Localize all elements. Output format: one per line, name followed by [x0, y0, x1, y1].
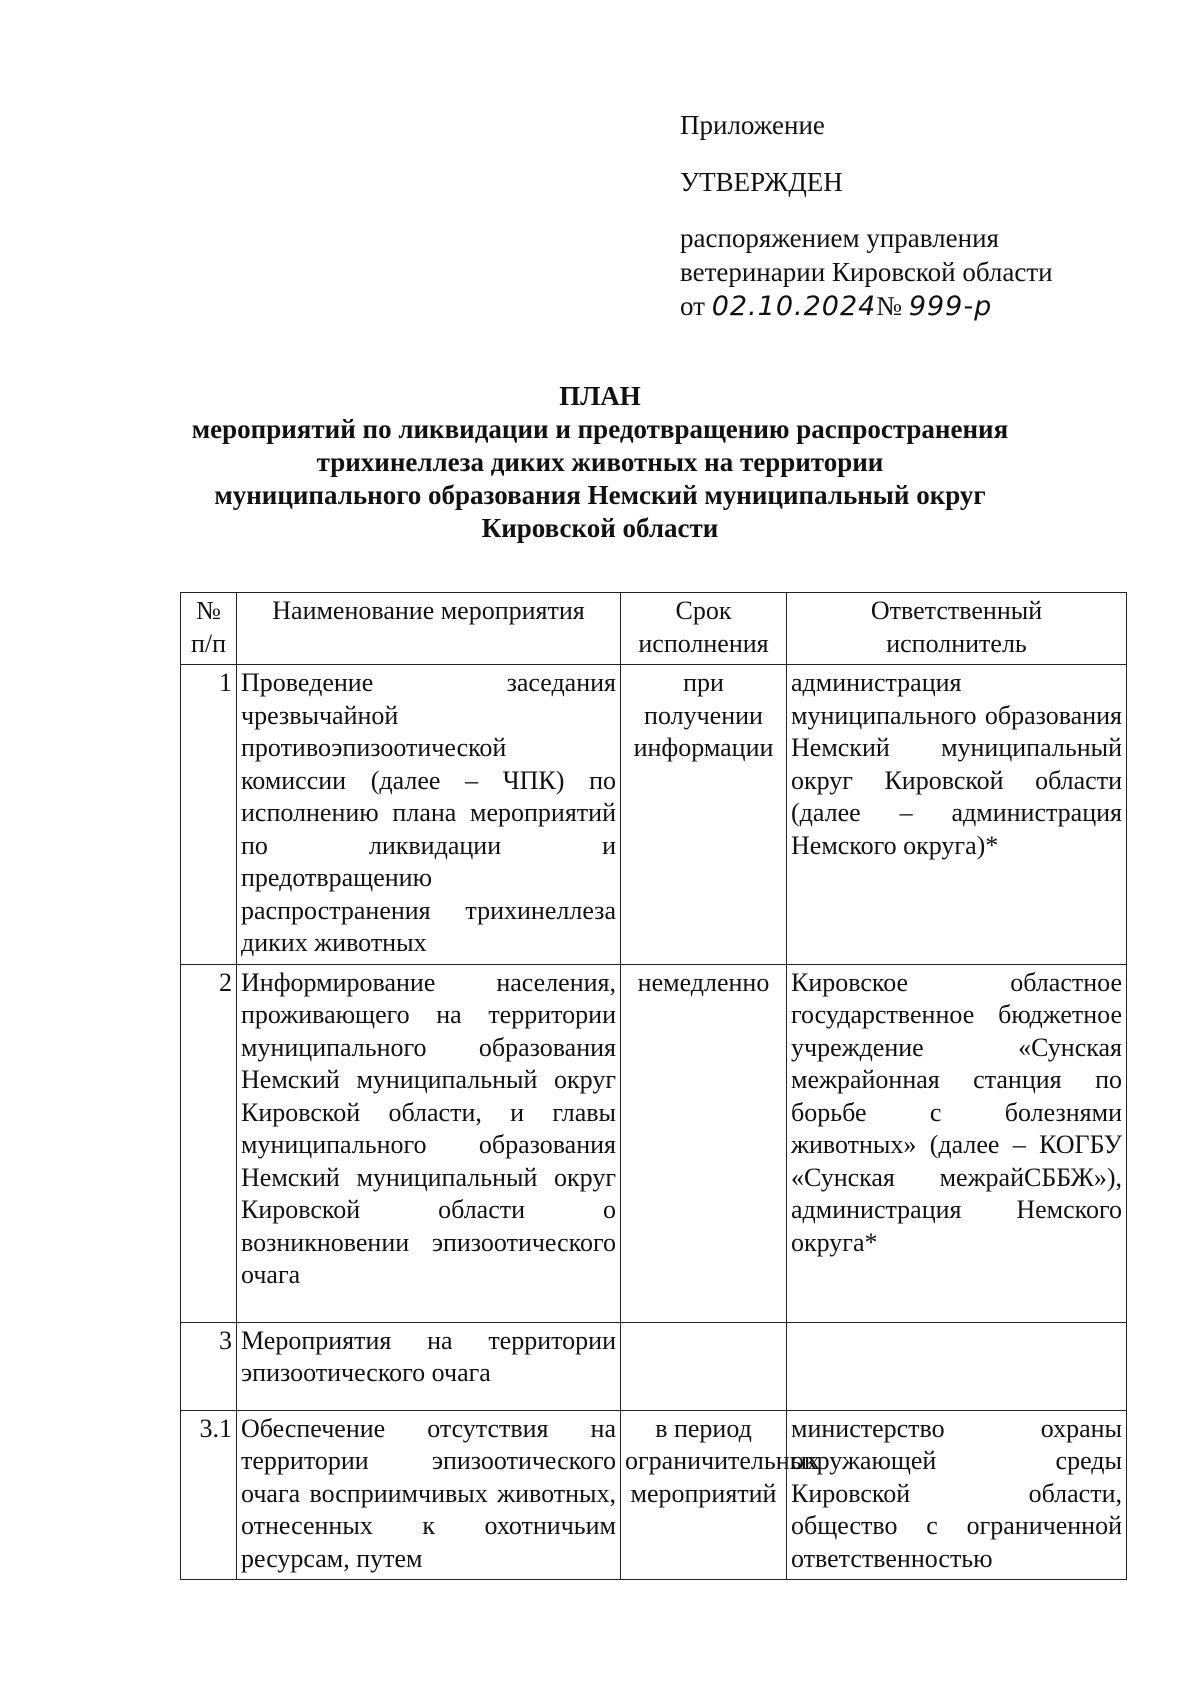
header-responsible	[787, 593, 1127, 665]
row-responsible	[787, 1322, 1127, 1410]
row-term: при получении информации	[621, 665, 787, 965]
table-row	[181, 964, 1127, 1322]
row-name: Мероприятия на территории эпизоотического очага	[237, 1322, 621, 1410]
header-num-line-1: №	[196, 596, 221, 625]
row-name: Проведение заседания чрезвычайной противоэпизоотической комиссии (далее – ЧПК) по исполнению плана мероприятий по ликвидации и предотвращению распространения трихинеллеза диких животных	[237, 665, 621, 965]
plan-table	[180, 592, 1127, 1580]
table-header-row	[181, 593, 1127, 665]
row-responsible: Кировское областное государственное бюджетное учреждение «Сунская межрайонная станция по борьбе с болезнями животных» (далее – КОГБУ «Сунская межрайСББЖ»), администрация Немского округа*	[787, 964, 1127, 1322]
row-num: 2	[181, 964, 237, 1322]
row-term: немедленно	[621, 964, 787, 1322]
approval-date-line	[680, 289, 1140, 324]
header-term	[621, 593, 787, 665]
table-row	[181, 665, 1127, 965]
header-name	[237, 593, 621, 665]
row-num: 1	[181, 665, 237, 965]
appendix-label: Приложение	[680, 110, 825, 140]
handwritten-date: 02.10.2024	[711, 291, 877, 322]
table-row	[181, 1322, 1127, 1410]
row-term	[621, 1322, 787, 1410]
table-row	[181, 1410, 1127, 1580]
approval-block	[680, 108, 1140, 324]
plan-title: ПЛАН	[559, 381, 641, 411]
approved-label: УТВЕРЖДЕН	[680, 167, 843, 197]
row-name: Обеспечение отсутствия на территории эпизоотического очага восприимчивых животных, отнесенных к охотничьим ресурсам, путем	[237, 1410, 621, 1580]
row-term: в период ограничительных мероприятий	[621, 1410, 787, 1580]
header-num-line-2: п/п	[190, 628, 227, 658]
row-responsible: администрация муниципального образования Немский муниципальный округ Кировской области (далее – администрация Немского округа)*	[787, 665, 1127, 965]
plan-subtitle-line-4: Кировской области	[481, 513, 719, 543]
plan-subtitle-line-3: муниципального образования Немский муниципальный округ	[214, 480, 986, 510]
header-resp-line-2: исполнитель	[886, 628, 1027, 658]
header-resp-line-1: Ответственный	[870, 596, 1043, 625]
header-num	[181, 593, 237, 665]
approved-by-line-1: распоряжением управления	[680, 223, 999, 253]
row-responsible: министерство охраны окружающей среды Кировской области, общество с ограниченной ответственностью	[787, 1410, 1127, 1580]
date-prefix: от	[680, 291, 705, 321]
header-term-line-2: исполнения	[638, 628, 769, 658]
row-num: 3.1	[181, 1410, 237, 1580]
header-term-line-1: Срок	[675, 596, 732, 625]
plan-subtitle-line-2: трихинеллеза диких животных на территории	[316, 447, 884, 477]
row-num: 3	[181, 1322, 237, 1410]
header-name-text: Наименование мероприятия	[272, 596, 585, 625]
number-sign: №	[876, 291, 903, 321]
plan-subtitle-line-1: мероприятий по ликвидации и предотвращению распространения	[191, 414, 1009, 444]
row-name: Информирование населения, проживающего на территории муниципального образования Немский муниципальный округ Кировской области, и главы муниципального образования Немский муниципальный округ Кировской области о возникновении эпизоотического очага	[237, 964, 621, 1322]
plan-title-block	[180, 380, 1020, 545]
approved-by-line-2: ветеринарии Кировской области	[680, 257, 1053, 287]
handwritten-number: 999-р	[908, 291, 993, 322]
